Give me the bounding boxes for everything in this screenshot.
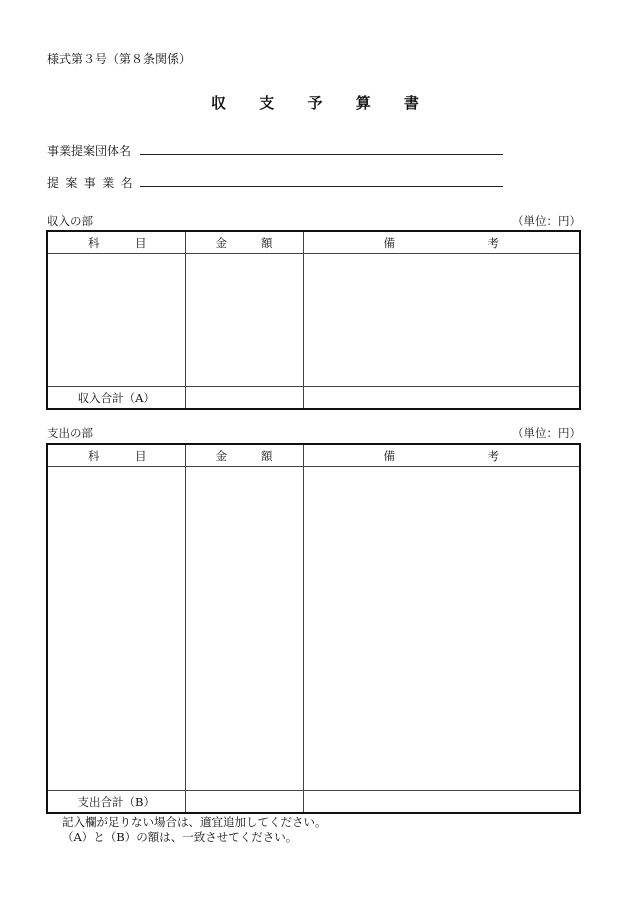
note-line: 記入欄が足りない場合は、適宜追加してください。 <box>62 815 327 829</box>
header-char: 考 <box>487 235 499 250</box>
header-char: 備 <box>383 235 395 250</box>
income-total-label: 収入合計（A） <box>47 387 185 410</box>
expense-total-amount-cell[interactable] <box>185 791 303 814</box>
income-table <box>46 230 581 410</box>
income-kamoku-cell[interactable] <box>47 254 185 387</box>
income-total-biko-cell[interactable] <box>303 387 580 410</box>
header-char: 額 <box>261 448 273 463</box>
expense-total-label: 支出合計（B） <box>47 791 185 814</box>
income-unit: （単位：円） <box>512 214 581 228</box>
header-char: 金 <box>215 235 227 250</box>
expense-total-biko-cell[interactable] <box>303 791 580 814</box>
income-biko-cell[interactable] <box>303 254 580 387</box>
expense-table <box>46 443 581 814</box>
header-biko <box>303 444 580 467</box>
income-total-row <box>47 387 580 410</box>
header-char: 科 <box>88 448 100 463</box>
expense-entry-row <box>47 467 580 791</box>
income-entry-row <box>47 254 580 387</box>
income-header-row <box>47 231 580 254</box>
income-kingaku-cell[interactable] <box>185 254 303 387</box>
expense-total-row <box>47 791 580 814</box>
header-biko <box>303 231 580 254</box>
header-kingaku <box>185 444 303 467</box>
header-kamoku <box>47 444 185 467</box>
project-name-label: 提案事業名 <box>47 176 140 190</box>
header-kingaku <box>185 231 303 254</box>
header-char: 額 <box>261 235 273 250</box>
expense-header-row <box>47 444 580 467</box>
income-section-title: 収入の部 <box>47 214 93 228</box>
project-name-line[interactable] <box>140 186 503 187</box>
org-name-line[interactable] <box>140 154 503 155</box>
header-char: 目 <box>135 448 147 463</box>
document-title: 収 支 予 算 書 <box>211 94 433 112</box>
income-total-amount-cell[interactable] <box>185 387 303 410</box>
expense-kamoku-cell[interactable] <box>47 467 185 791</box>
expense-section-title: 支出の部 <box>47 426 93 440</box>
expense-biko-cell[interactable] <box>303 467 580 791</box>
header-char: 備 <box>383 448 395 463</box>
form-code: 様式第３号（第８条関係） <box>47 52 192 66</box>
org-name-label: 事業提案団体名 <box>47 144 132 158</box>
expense-unit: （単位：円） <box>512 426 581 440</box>
header-char: 科 <box>88 235 100 250</box>
header-char: 金 <box>215 448 227 463</box>
notes <box>62 815 327 845</box>
expense-kingaku-cell[interactable] <box>185 467 303 791</box>
header-char: 目 <box>135 235 147 250</box>
header-char: 考 <box>487 448 499 463</box>
header-kamoku <box>47 231 185 254</box>
note-line: （A）と（B）の額は、一致させてください。 <box>62 830 298 844</box>
